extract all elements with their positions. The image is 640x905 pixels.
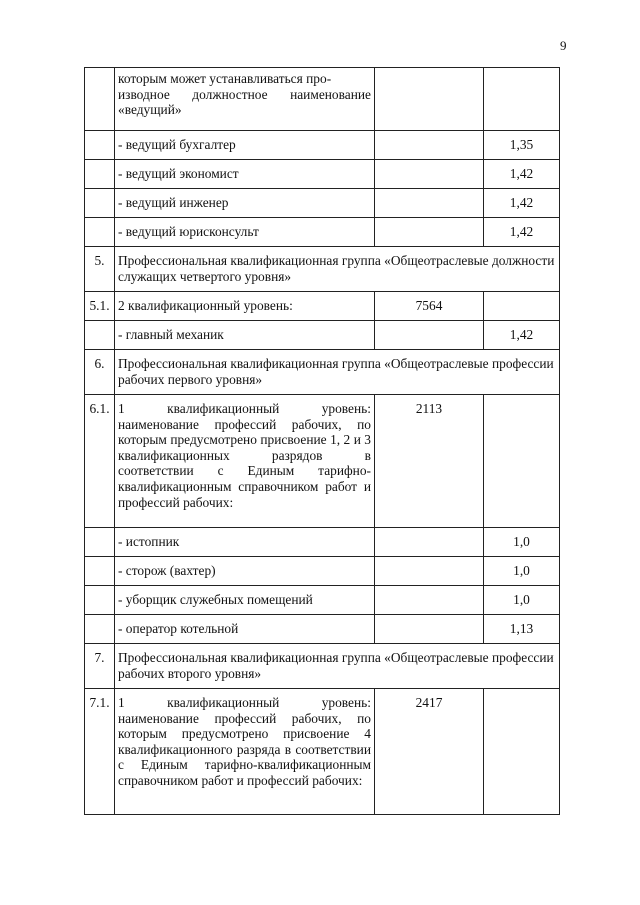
row-number: 5.1. [85, 292, 115, 321]
coefficient-value: 1,0 [484, 557, 560, 586]
group-header-row [85, 247, 560, 292]
salary-value [375, 218, 484, 247]
table-row [85, 131, 560, 160]
table-row [85, 557, 560, 586]
row-number: 5. [85, 247, 115, 292]
group-header-row [85, 350, 560, 395]
table-row [85, 68, 560, 131]
row-number: 6.1. [85, 395, 115, 528]
position-name: - ведущий экономист [115, 160, 375, 189]
coefficient-value [484, 395, 560, 528]
group-title: Профессиональная квалификационная группа «Общеотраслевые должности служащих четвертого уровня» [115, 247, 560, 292]
position-name: 2 квалификационный уровень: [115, 292, 375, 321]
row-number [85, 615, 115, 644]
table-row [85, 395, 560, 528]
table-row [85, 292, 560, 321]
coefficient-value: 1,42 [484, 189, 560, 218]
table-row [85, 586, 560, 615]
page-number: 9 [560, 38, 567, 53]
salary-value [375, 68, 484, 131]
coefficient-value: 1,0 [484, 528, 560, 557]
row-number [85, 321, 115, 350]
row-number [85, 528, 115, 557]
salary-value [375, 321, 484, 350]
table-row [85, 528, 560, 557]
position-name: 1 квалификационный уровень: наименование профессий рабочих, по которым предусмотрено присвоение 1, 2 и 3 квалификационных разрядов в соответствии с Единым тарифно-квалификационным справочником работ и профессий рабочих: [115, 395, 375, 528]
position-name: которым может устанавливаться про- изводное должностное наименование «ведущий» [115, 68, 375, 131]
salary-value: 2417 [375, 689, 484, 815]
salary-value [375, 615, 484, 644]
group-title: Профессиональная квалификационная группа «Общеотраслевые профессии рабочих второго уровня» [115, 644, 560, 689]
salary-value [375, 189, 484, 218]
salary-value [375, 160, 484, 189]
position-name: - сторож (вахтер) [115, 557, 375, 586]
coefficient-value [484, 689, 560, 815]
table-row [85, 615, 560, 644]
position-name: - ведущий инженер [115, 189, 375, 218]
salary-value [375, 528, 484, 557]
position-name: - оператор котельной [115, 615, 375, 644]
table-row [85, 321, 560, 350]
coefficient-value: 1,42 [484, 218, 560, 247]
position-name: - главный механик [115, 321, 375, 350]
coefficient-value: 1,42 [484, 321, 560, 350]
position-name: - ведущий юрисконсульт [115, 218, 375, 247]
row-number [85, 68, 115, 131]
row-number [85, 557, 115, 586]
coefficient-value: 1,42 [484, 160, 560, 189]
position-name: - ведущий бухгалтер [115, 131, 375, 160]
table-row [85, 189, 560, 218]
position-name: - уборщик служебных помещений [115, 586, 375, 615]
coefficient-value [484, 292, 560, 321]
coefficient-value: 1,35 [484, 131, 560, 160]
row-number [85, 189, 115, 218]
qualification-table [84, 67, 560, 815]
row-number: 7. [85, 644, 115, 689]
row-number [85, 218, 115, 247]
table-row [85, 218, 560, 247]
table-row [85, 160, 560, 189]
row-number [85, 160, 115, 189]
row-number [85, 131, 115, 160]
position-name: 1 квалификационный уровень: наименование профессий рабочих, по которым предусмотрено присвоение 4 квалификационного разряда в соответствии с Единым тарифно-квалификационным справочником работ и профессий рабочих: [115, 689, 375, 815]
coefficient-value: 1,0 [484, 586, 560, 615]
salary-value: 2113 [375, 395, 484, 528]
salary-value [375, 131, 484, 160]
salary-value [375, 557, 484, 586]
group-title: Профессиональная квалификационная группа «Общеотраслевые профессии рабочих первого уровня» [115, 350, 560, 395]
row-number: 6. [85, 350, 115, 395]
salary-value: 7564 [375, 292, 484, 321]
group-header-row [85, 644, 560, 689]
salary-value [375, 586, 484, 615]
coefficient-value [484, 68, 560, 131]
position-name: - истопник [115, 528, 375, 557]
row-number: 7.1. [85, 689, 115, 815]
table-row [85, 689, 560, 815]
row-number [85, 586, 115, 615]
coefficient-value: 1,13 [484, 615, 560, 644]
